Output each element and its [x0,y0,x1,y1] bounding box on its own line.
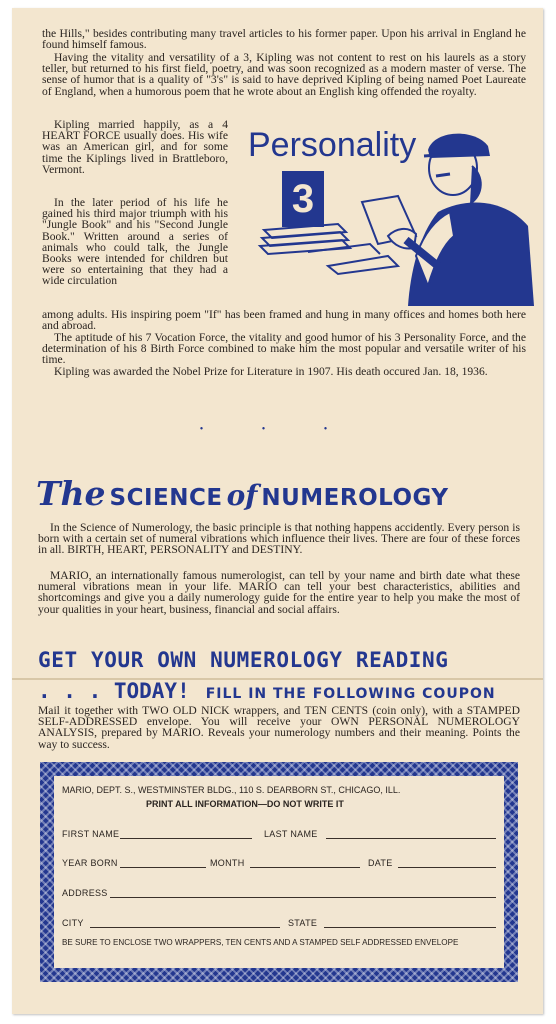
personality-illustration [238,116,534,312]
personality-heading: Personality [248,126,417,164]
year-born-line[interactable] [120,867,206,868]
fill-in-coupon-text: FILL IN THE FOLLOWING COUPON [205,686,496,702]
address-label: ADDRESS [62,888,108,898]
coupon-footer-note: BE SURE TO ENCLOSE TWO WRAPPERS, TEN CENTS AND A STAMPED SELF ADDRESSED ENVELOPE [62,938,459,947]
coupon-form [54,776,504,968]
date-line[interactable] [398,867,496,868]
article-paragraph-6: Kipling was awarded the Nobel Prize for Literature in 1907. His death occured Jan. 18, 1936. [54,365,488,378]
science-paragraph-1: In the Science of Numerology, the basic principle is that nothing happens accidently. Every person is born with a certain set of numeral vibrations which influence their lives. There are four of these forces in all. BIRTH, HEART, PERSONALITY and DESTINY. [38,521,520,557]
science-paragraph-2: MARIO, an internationally famous numerologist, can tell by your name and birth date what these numeral vibrations mean in your life. MARIO can tell your best characteristics, abilities and shortcomings and give you a daily numerology guide for the entire year to help you make the most of your qualities in your heart, business, financial and social affairs. [38,569,520,616]
year-born-label: YEAR BORN [62,858,118,868]
brochure-page [12,8,543,1014]
article-paragraph-2: Having the vitality and versatility of a 3, Kipling was not content to rest on his laurels as a story teller, but returned to his first field, poetry, and was soon recognized as a modern master of verse. The sense of humor that is a quality of "3's" is said to have deprived Kipling of being named Poet Laureate of England, when a humorous poem that he wrote about an English king offended the royalty. [42,51,526,98]
offer-body: Mail it together with TWO OLD NICK wrappers, and TEN CENTS (coin only), with a STAMPED SELF-ADDRESSED envelope. You will receive your OWN PERSONAL NUMEROLOGY ANALYSIS, prepared by MARIO. Reveals your numerology numbers and their meaning. Points the way to success. [38,704,520,751]
state-label: STATE [288,918,318,928]
month-label: MONTH [210,858,245,868]
coupon-mailing-address: MARIO, DEPT. S., WESTMINSTER BLDG., 110 S. DEARBORN ST., CHICAGO, ILL. [62,785,401,795]
article-paragraph-4: In the later period of his life he gained his third major triumph with his "Jungle Book" and his "Second Jungle Book." Written around a series of animals who could talk, the Jungle Books were intended for children but were so entertaining that they had a wide circulation [42,196,228,288]
title-the: The [36,474,106,513]
first-name-label: FIRST NAME [62,829,120,839]
offer-headline: GET YOUR OWN NUMEROLOGY READING [38,648,449,672]
article-paragraph-5: The aptitude of his 7 Vocation Force, the vitality and good humor of his 3 Personality Force, and the determination of his 8 Birth Force combined to make him the most popular and versatile writer of his time. [42,331,526,367]
title-science: SCIENCE [109,485,223,511]
coupon-border [40,762,518,982]
article-paragraph-3: Kipling married happily, as a 4 HEART FORCE usually does. His wife was an American girl, and for some time the Kiplings lived in Brattleboro, Vermont. [42,118,228,176]
last-name-label: LAST NAME [264,829,318,839]
city-label: CITY [62,918,84,928]
address-line[interactable] [110,897,496,898]
science-of-numerology-title [36,474,526,513]
article-paragraph-1: the Hills," besides contributing many travel articles to his former paper. Upon his arrival in England he found himself famous. [42,27,526,52]
month-line[interactable] [250,867,360,868]
date-label: DATE [368,858,393,868]
coupon-instruction: PRINT ALL INFORMATION—DO NOT WRITE IT [146,799,344,809]
title-numerology: NUMEROLOGY [261,485,449,511]
first-name-line[interactable] [120,838,252,839]
section-divider: • • • [199,424,356,435]
today-text: . . . TODAY! [38,679,190,703]
city-line[interactable] [90,927,280,928]
article-paragraph-4-continued: among adults. His inspiring poem "If" has been framed and hung in many offices and homes both here and abroad. [42,308,526,333]
personality-number-card: 3 [282,171,324,227]
last-name-line[interactable] [326,838,496,839]
title-of: of [226,479,258,512]
man-reading-letter-icon [238,116,534,312]
today-headline [38,679,496,703]
state-line[interactable] [324,927,496,928]
